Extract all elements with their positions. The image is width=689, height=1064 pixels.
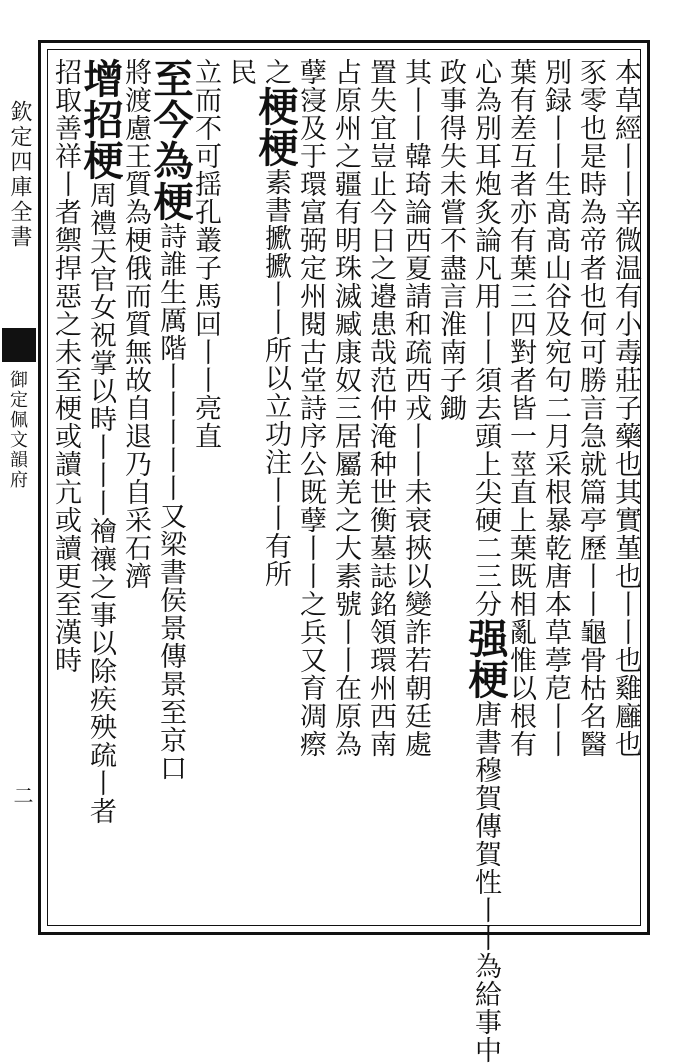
text-column xyxy=(45,58,85,908)
headword: 增招梗 xyxy=(77,58,124,181)
text-column xyxy=(570,58,610,908)
text-column xyxy=(395,58,435,908)
fish-tail-mark xyxy=(2,328,36,362)
text-column xyxy=(360,58,400,908)
text-run: 別録丨丨生髙髙山谷及宛句二月采根暴乾唐本草葶苨丨丨 xyxy=(540,58,571,758)
text-column xyxy=(252,58,299,908)
text-run: 唐書穆賀傳賀性丨丨為給事中 xyxy=(470,700,501,1064)
headword: 梗梗 xyxy=(252,86,299,168)
text-run: 之 xyxy=(260,58,291,86)
text-column xyxy=(500,58,540,908)
text-column xyxy=(147,58,194,908)
text-run: 周禮天官女祝掌以時丨丨丨禬禳之事以除疾殃疏丨者 xyxy=(85,181,116,825)
text-column xyxy=(115,58,155,908)
text-run: 心為別耳炮炙論凡用丨丨須去頭上尖硬二三分 xyxy=(470,58,501,618)
text-run: 本草經丨丨辛微温有小毒莊子藥也其實堇也丨丨也雞廱也 xyxy=(610,58,641,758)
text-column xyxy=(605,58,645,908)
text-run: 素書擨擨丨丨所以立功注丨丨有所 xyxy=(260,168,291,588)
text-run: 立而不可揺孔叢子馬回丨丨亮直 xyxy=(190,58,221,450)
text-run: 詩誰生厲階丨丨丨丨丨又梁書侯景傳景至京口 xyxy=(155,222,186,782)
text-run: 豕零也是時為帝者也何可勝言急就篇亭歷丨丨龜骨枯名醫 xyxy=(575,58,606,758)
book-title: 御定佩文韻府 xyxy=(7,370,28,490)
text-column xyxy=(325,58,365,908)
text-run: 葉有差互者亦有葉三四對者皆一莖直上葉既相亂惟以根有 xyxy=(505,58,536,758)
text-run: 將渡慮王質為梗俄而質無故自退乃自采石濟 xyxy=(120,58,151,590)
text-run: 民 xyxy=(225,58,256,86)
text-column xyxy=(430,58,470,908)
page-margin xyxy=(0,40,38,935)
text-column xyxy=(220,58,260,908)
text-column xyxy=(462,58,509,1064)
page-number: 二 xyxy=(10,785,34,805)
text-column xyxy=(77,58,124,908)
headword: 强梗 xyxy=(462,618,509,700)
text-run: 政事得失未嘗不盡言淮南子鋤 xyxy=(435,58,466,422)
text-run: 招取善祥丨者禦捍惡之未至梗或讀亢或讀更至漢時 xyxy=(50,58,81,674)
text-column xyxy=(535,58,575,908)
headword: 至今為梗 xyxy=(147,58,194,222)
text-run: 其丨丨韓琦論西夏請和疏西戎丨丨未衰挾以變詐若朝廷處 xyxy=(400,58,431,758)
collection-title: 欽定四庫全書 xyxy=(7,100,32,250)
text-run: 孽寖及于環富弼定州閱古堂詩序公既孽丨丨之兵又育凋瘵 xyxy=(295,58,326,758)
text-run: 占原州之疆有明珠滅臧康奴三居屬羌之大素號丨丨在原為 xyxy=(330,58,361,758)
text-column xyxy=(290,58,330,908)
text-run: 置失宜豈止今日之邉患哉范仲淹种世衡墓誌銘領環州西南 xyxy=(365,58,396,758)
